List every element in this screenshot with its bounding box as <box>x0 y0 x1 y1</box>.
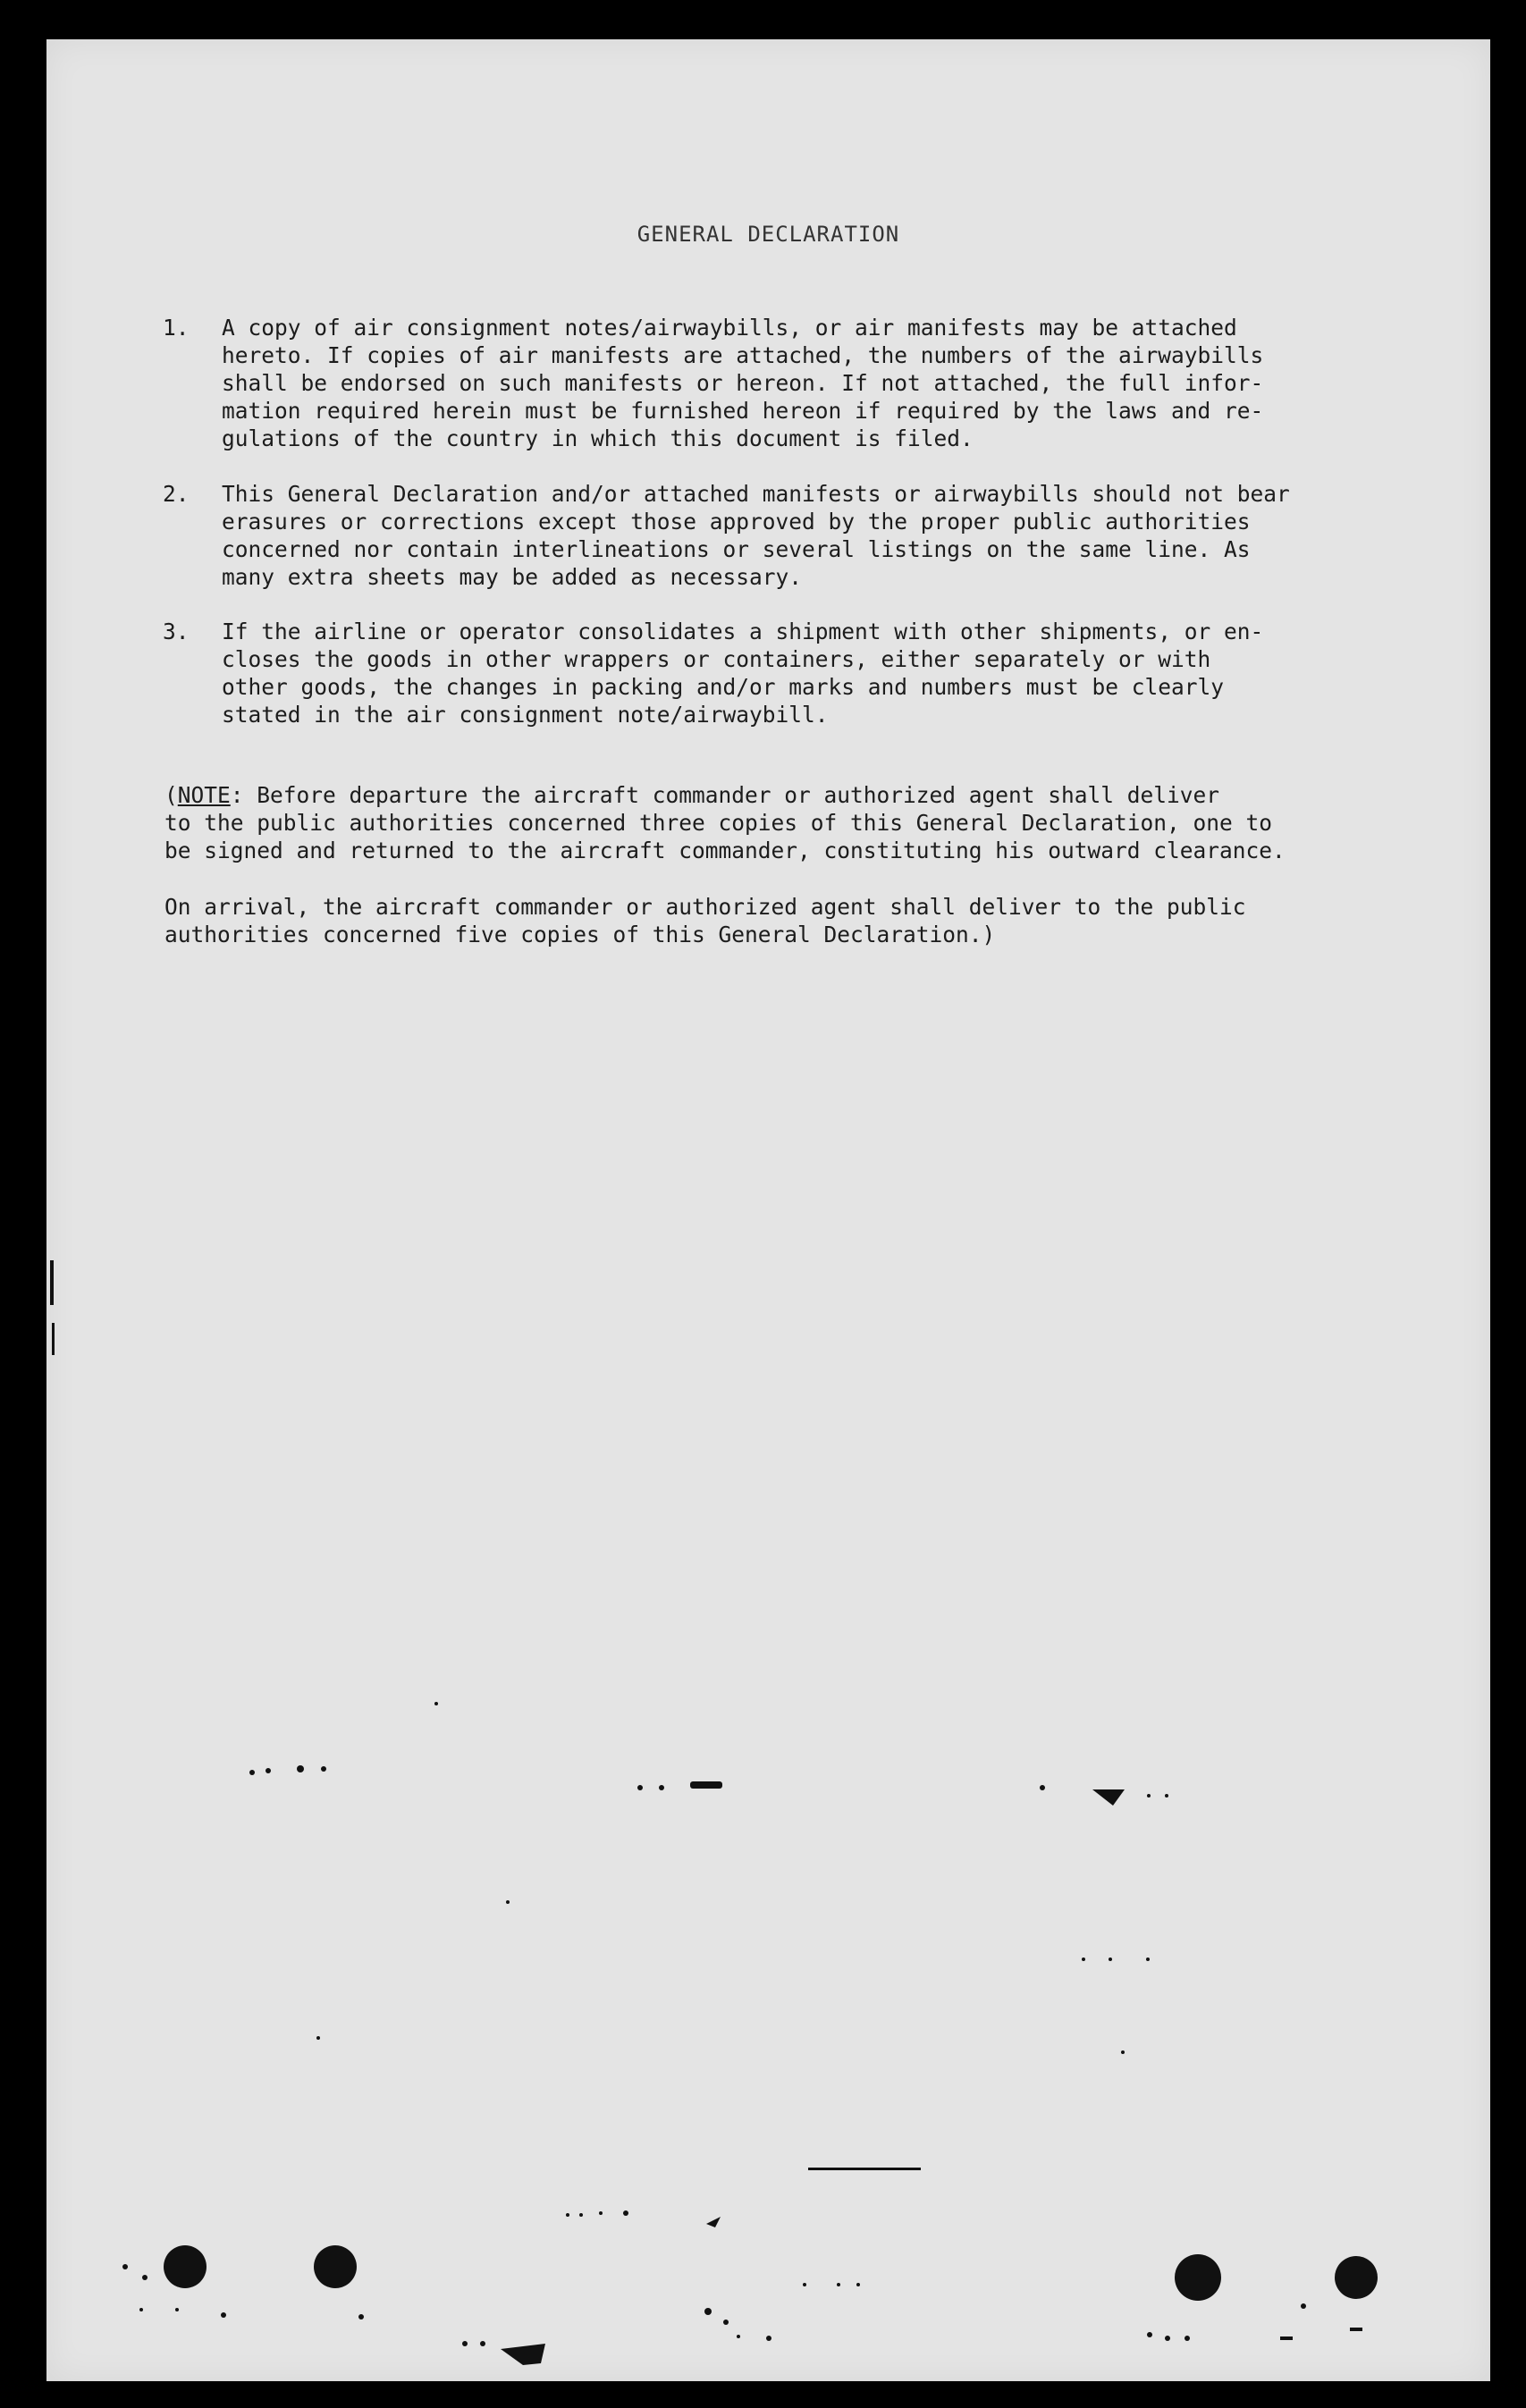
item-number: 2. <box>163 481 190 507</box>
punch-hole-mark <box>314 2245 357 2288</box>
item-text: If the airline or operator consolidates a shipment with other shipments, or en- closes the goods in other wrappers or containers, either separately or with other goods, the changes in packing and/or marks and numbers must be clearly stated in the air consignment note/airwaybill. <box>222 619 1264 728</box>
item-text: This General Declaration and/or attached manifests or airwaybills should not bear erasures or corrections except those approved by the proper public authorities concerned nor contain interlineations or several listings on the same line. As many extra sheets may be added as necessary. <box>222 481 1290 590</box>
item-number: 1. <box>163 315 190 341</box>
item-number: 3. <box>163 619 190 644</box>
note-text: : Before departure the aircraft commander or authorized agent shall deliver to the public authorities concerned three copies of this General Declaration, one to be signed and returned to the aircraft commander, constituting his outward clearance. <box>164 782 1286 863</box>
punch-hole-mark <box>1335 2256 1378 2299</box>
note-label: NOTE <box>177 782 231 808</box>
note-open-paren: ( <box>164 782 178 808</box>
punch-hole-mark <box>1175 2254 1221 2301</box>
arrival-paragraph: On arrival, the aircraft commander or authorized agent shall deliver to the public authorities concerned five copies of this General Declaration.) <box>164 894 1246 947</box>
document-title: GENERAL DECLARATION <box>637 222 900 247</box>
item-text: A copy of air consignment notes/airwaybills, or air manifests may be attached hereto. If copies of air manifests are attached, the numbers of the airwaybills shall be endorsed on such manifests or hereon. If not attached, the full infor- mation required herein must be furnished hereon if required by the laws and re- gulations of the country in which this document is filed. <box>222 315 1264 451</box>
punch-hole-mark <box>164 2245 207 2288</box>
